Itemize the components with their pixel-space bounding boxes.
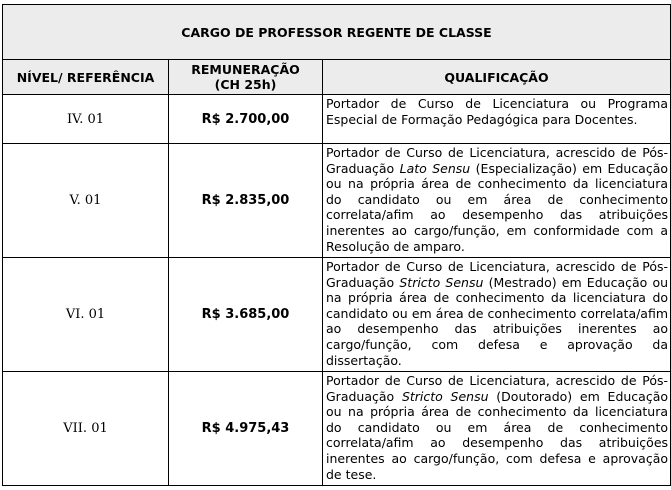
qualification-text: Portador de Curso de Licenciatura, acrescido de Pós-Graduação Stricto Sensu (Mestrado) em Educação ou na própria área de conhecimento da licenciatura do candidato ou em área de conhecimento correlata/afim ao desempenho das atribuições inerentes ao cargo/função, com defesa e aprovação da dissertação. (326, 259, 669, 368)
table-row (3, 372, 671, 486)
table-title: CARGO DE PROFESSOR REGENTE DE CLASSE (3, 5, 671, 60)
pay-column-header (169, 60, 323, 95)
level-column-header: NÍVEL/ REFERÊNCIA (3, 60, 169, 95)
qualification-text: Portador de Curso de Licenciatura, acrescido de Pós-Graduação Lato Sensu (Especialização) em Educação ou na própria área de conhecimento da licenciatura do candidato ou em área de conhecimento correlata/afim ao desempenho das atribuições inerentes ao cargo/função, em conformidade com a Resolução de amparo. (326, 145, 669, 254)
remuneration-table (2, 4, 671, 486)
table-row (3, 144, 671, 258)
level-cell: VI. 01 (3, 258, 169, 372)
table-row (3, 258, 671, 372)
pay-cell: R$ 2.835,00 (169, 144, 323, 258)
qualification-cell (323, 144, 671, 258)
level-cell: IV. 01 (3, 95, 169, 144)
qualification-cell (323, 372, 671, 486)
qualification-text: Portador de Curso de Licenciatura ou Programa Especial de Formação Pedagógica para Docentes. (326, 96, 669, 127)
pay-cell: R$ 4.975,43 (169, 372, 323, 486)
qualification-column-header: QUALIFICAÇÃO (323, 60, 671, 95)
qualification-cell (323, 95, 671, 144)
qualification-cell (323, 258, 671, 372)
pay-cell: R$ 2.700,00 (169, 95, 323, 144)
qualification-text: Portador de Curso de Licenciatura, acrescido de Pós-Graduação Stricto Sensu (Doutorado) em Educação ou na própria área de conhecimento da licenciatura do candidato ou em área de conhecimento correlata/afim ao desempenho das atribuições inerentes ao cargo/função, com defesa e aprovação de tese. (326, 373, 669, 482)
pay-header-line2: (CH 25h) (214, 77, 277, 92)
pay-header-line1: REMUNERAÇÃO (191, 62, 300, 77)
table-row (3, 95, 671, 144)
header-row (3, 60, 671, 95)
level-cell: VII. 01 (3, 372, 169, 486)
level-cell: V. 01 (3, 144, 169, 258)
pay-cell: R$ 3.685,00 (169, 258, 323, 372)
